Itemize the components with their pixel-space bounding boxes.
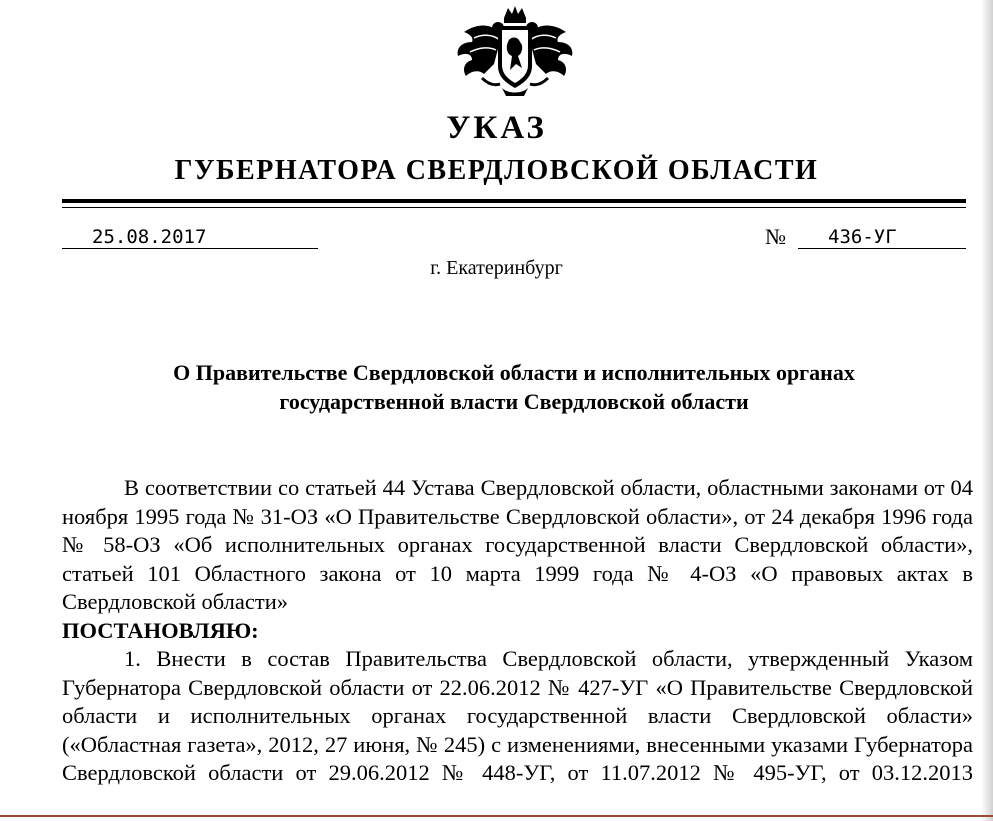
date-field — [62, 226, 318, 249]
header-rule-thin — [62, 207, 966, 208]
heading-line-1: О Правительстве Свердловской области и исполнительных органах — [173, 360, 855, 385]
document-body — [62, 474, 973, 788]
number-sign: № — [765, 224, 786, 249]
item-1-paragraph: 1. Внести в состав Правительства Свердловской области, утвержденный Указом Губернатора Свердловской области от 22.06.2012 № 427-УГ «О Правительстве Свердловской области и исполнительных органах государственной власти Свердловской области» («Областная газета», 2012, 27 июня, № 245) с изменениями, внесенными указами Губернатора Свердловской области от 29.06.2012 № 448-УГ, от 11.07.2012 № 495-УГ, от 03.12.2013 — [62, 646, 973, 785]
number-field — [798, 226, 966, 249]
document-issuer: ГУБЕРНАТОРА СВЕРДЛОВСКОЙ ОБЛАСТИ — [174, 155, 819, 186]
document-city: г. Екатеринбург — [430, 257, 563, 279]
preamble-paragraph: В соответствии со статьей 44 Устава Свердловской области, областными законами от 04 ноября 1995 года № 31-ОЗ «О Правительстве Свердловской области», от 24 декабря 1996 года № 58-ОЗ «Об исполнительных органах государственной власти Свердловской области», статьей 101 Областного закона от 10 марта 1999 года № 4-ОЗ «О правовых актах в Свердловской области» — [62, 475, 973, 614]
heading-line-2: государственной власти Свердловской области — [279, 389, 749, 414]
header-rule-thick — [62, 199, 966, 203]
decree-word: ПОСТАНОВЛЯЮ: — [62, 617, 259, 643]
sverdlovsk-coat-of-arms-icon — [452, 4, 578, 100]
document-date: 25.08.2017 — [92, 226, 207, 248]
document-title: УКАЗ — [446, 110, 547, 146]
document-heading — [62, 358, 966, 416]
document-number: 436-УГ — [828, 226, 897, 248]
page-bottom-edge — [0, 815, 993, 817]
